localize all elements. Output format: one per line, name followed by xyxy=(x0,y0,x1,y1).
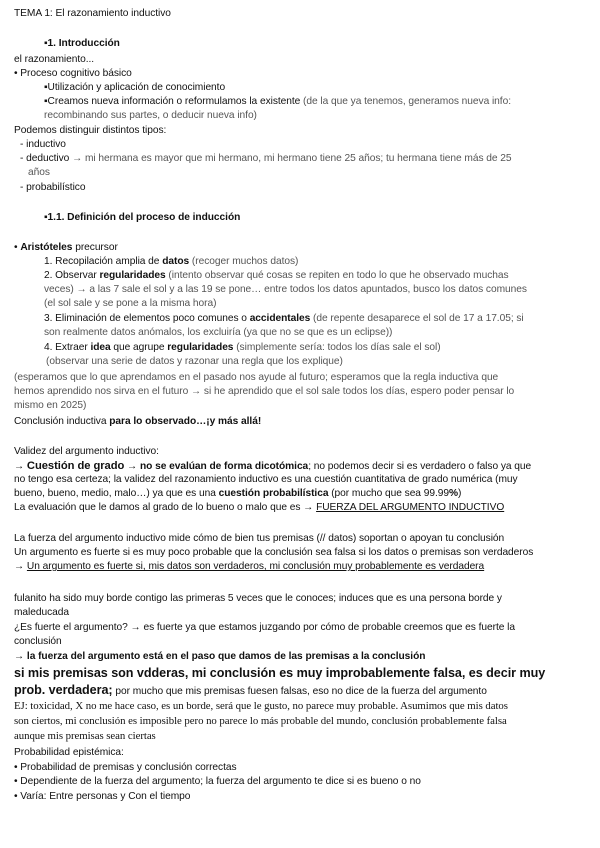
text-line: → Cuestión de grado → no se evalúan de forma dicotómica; no podemos decir si es verdadero o falso ya que xyxy=(14,460,532,472)
text-line: mismo en 2025) xyxy=(14,400,87,411)
bullet-item: • Proceso cognitivo básico xyxy=(14,68,132,79)
bullet-item: • Probabilidad de premisas y conclusión correctas xyxy=(14,762,237,773)
text-line: veces) → a las 7 sale el sol y a las 19 se pone… entre todos los datos apuntados, busco los datos comunes xyxy=(44,284,527,295)
list-item: - deductivo → mi hermana es mayor que mi hermano, mi hermano tiene 25 años; tu hermana tiene más de 25 xyxy=(20,153,512,164)
section-title: Probabilidad epistémica: xyxy=(14,747,124,758)
list-item: - probabilístico xyxy=(20,182,86,193)
text-line: no tengo esa certeza; la validez del razonamiento inductivo es una cuestión cuantitativa de grado numérica (muy xyxy=(14,474,518,485)
bullet-item: • Varía: Entre personas y Con el tiempo xyxy=(14,791,191,802)
section-heading-introduccion: ▪1. Introducción xyxy=(44,38,120,49)
text-line: (el sol sale y se pone a la misma hora) xyxy=(44,298,217,309)
bullet-item: • Aristóteles precursor xyxy=(14,242,118,253)
step-item: 2. Observar regularidades (intento observar qué cosas se repiten en todo lo que he observado muchas xyxy=(44,270,509,281)
text-line: conclusión xyxy=(14,636,62,647)
text-line: bueno, bueno, medio, malo…) ya que es una cuestión probabilística (por mucho que sea 99.99%) xyxy=(14,488,462,499)
step-item: 3. Eliminación de elementos poco comunes o accidentales (de repente desaparece el sol de 17 a 17.05; si xyxy=(44,313,524,324)
list-item: - inductivo xyxy=(20,139,66,150)
sub-bullet-item: ▪Utilización y aplicación de conocimiento xyxy=(44,82,226,93)
text-line: son ciertos, mi conclusión es imposible pero no parece lo más probable del mundo, conclusión probablemente falsa xyxy=(14,715,507,727)
text-line: recombinando sus partes, o deducir nueva info) xyxy=(44,110,257,121)
text-line: → la fuerza del argumento está en el paso que damos de las premisas a la conclusión xyxy=(14,651,426,662)
text-line: prob. verdadera; por mucho que mis premisas fuesen falsas, eso no dice de la fuerza del argumento xyxy=(14,683,487,697)
text-line: son realmente datos anómalos, los excluiría (ya que no se que es un eclipse)) xyxy=(44,327,393,338)
text-line: ¿Es fuerte el argumento? → es fuerte ya que estamos juzgando por cómo de probable creemos que es fuerte la xyxy=(14,622,515,633)
text-line: aunque mis premisas sean ciertas xyxy=(14,730,156,742)
bullet-item: • Dependiente de la fuerza del argumento; la fuerza del argumento te dice si es bueno o no xyxy=(14,776,421,787)
sub-bullet-item: ▪Creamos nueva información o reformulamos la existente (de la que ya tenemos, generamos nueva info: xyxy=(44,96,511,107)
text-line: (observar una serie de datos y razonar una regla que los explique) xyxy=(46,356,343,367)
step-item: 1. Recopilación amplia de datos (recoger muchos datos) xyxy=(44,256,299,267)
text-line: maleducada xyxy=(14,607,70,618)
text-line: EJ: toxicidad, X no me hace caso, es un borde, será que le gusto, no parece muy probable. Asumimos que mis datos xyxy=(14,700,508,712)
step-item: 4. Extraer idea que agrupe regularidades (simplemente sería: todos los días sale el sol) xyxy=(44,342,441,353)
text-line: hemos aprendido nos sirva en el futuro → si he aprendido que el sol sale todos los días, espero poder pensar lo xyxy=(14,386,515,397)
text-line: el razonamiento... xyxy=(14,54,95,65)
doc-title: TEMA 1: El razonamiento inductivo xyxy=(14,8,171,19)
text-line: Podemos distinguir distintos tipos: xyxy=(14,125,167,136)
conclusion-line: Conclusión inductiva para lo observado…¡y más allá! xyxy=(14,416,262,427)
text-line: La evaluación que le damos al grado de lo bueno o malo que es → FUERZA DEL ARGUMENTO INDUCTIVO xyxy=(14,502,505,513)
text-line: años xyxy=(28,167,50,178)
section-heading-definicion: ▪1.1. Definición del proceso de inducción xyxy=(44,212,241,223)
text-line: La fuerza del argumento inductivo mide cómo de bien tus premisas (// datos) soportan o apoyan tu conclusión xyxy=(14,533,505,544)
text-line: (esperamos que lo que aprendamos en el pasado nos ayude al futuro; esperamos que la regla inductiva que xyxy=(14,372,499,383)
text-line: → Un argumento es fuerte si, mis datos son verdaderos, mi conclusión muy probablemente es verdadera xyxy=(14,561,485,572)
section-title: Validez del argumento inductivo: xyxy=(14,446,159,457)
text-line: fulanito ha sido muy borde contigo las primeras 5 veces que le conoces; induces que es una persona borde y xyxy=(14,593,502,604)
text-line: Un argumento es fuerte si es muy poco probable que la conclusión sea falsa si los datos o premisas son verdaderos xyxy=(14,547,534,558)
text-line: si mis premisas son vdderas, mi conclusión es muy improbablemente falsa, es decir muy xyxy=(14,666,546,680)
